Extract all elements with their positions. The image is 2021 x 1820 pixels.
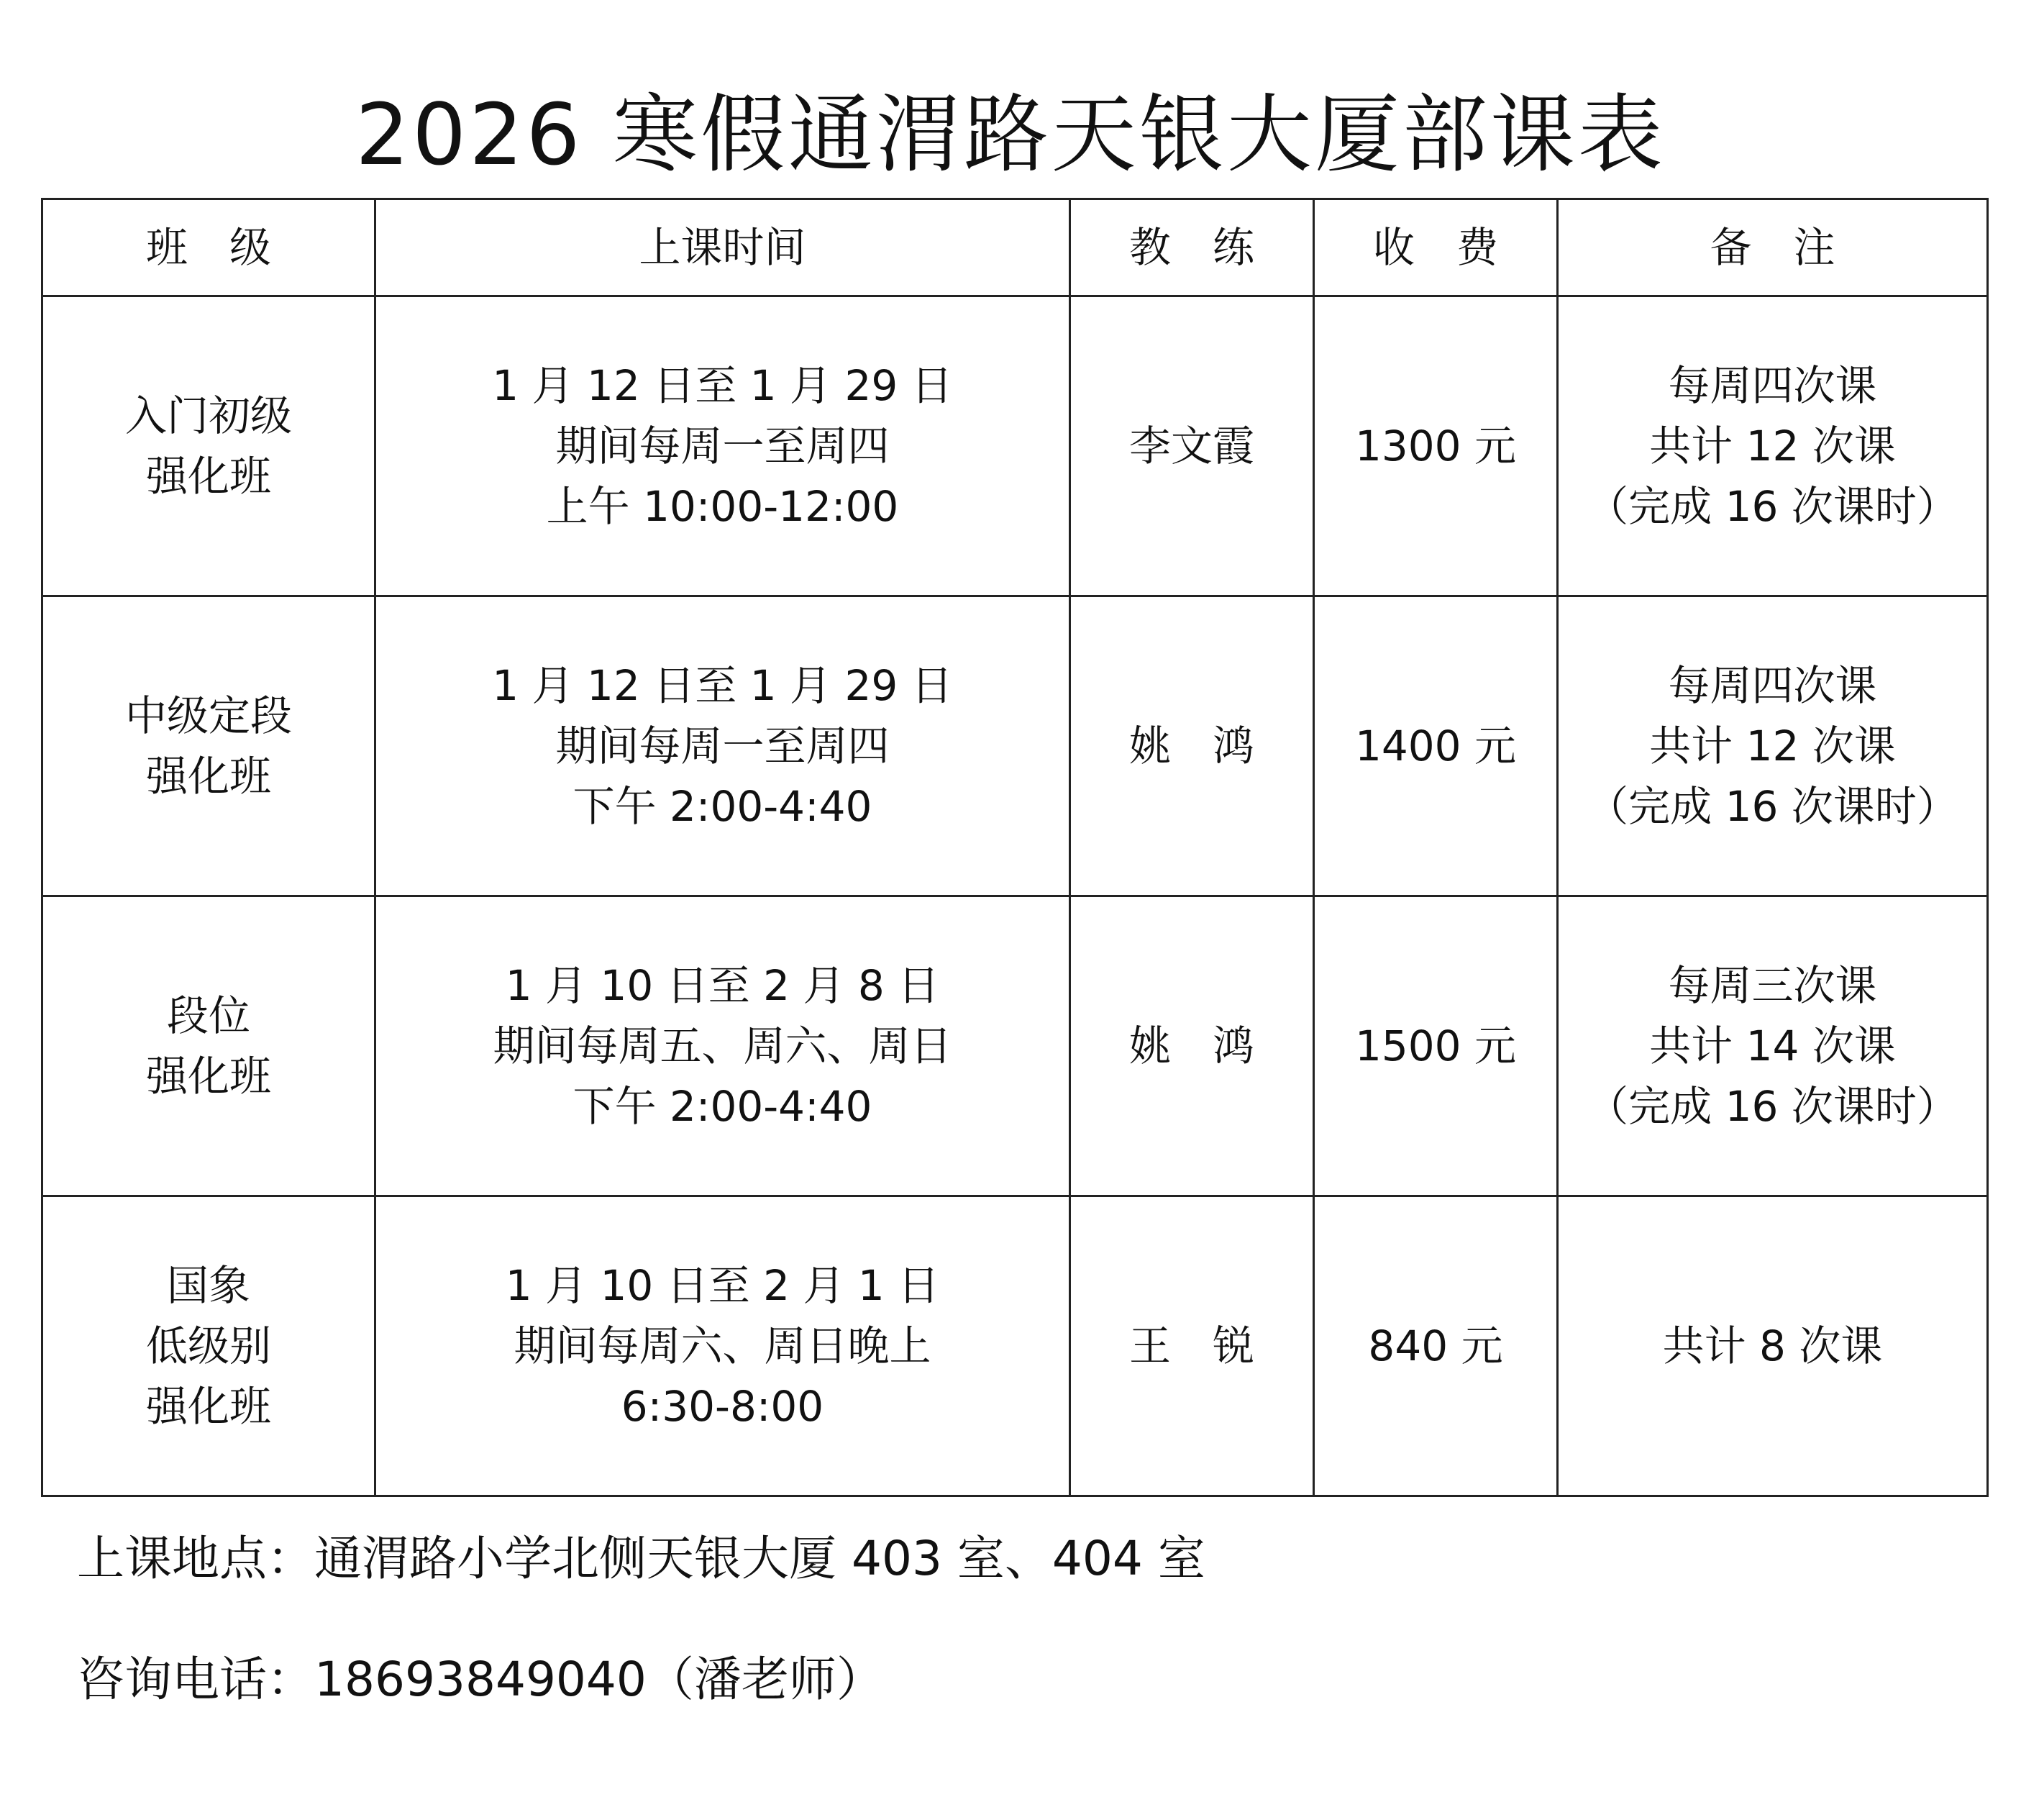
coach-cell: 李文霞 xyxy=(1070,296,1314,596)
time-cell: 1 月 10 日至 2 月 1 日 期间每周六、周日晚上 6:30-8:00 xyxy=(375,1196,1070,1496)
coach-cell: 姚 鸿 xyxy=(1070,896,1314,1196)
note-cell: 每周四次课 共计 12 次课 （完成 16 次课时） xyxy=(1558,296,1988,596)
fee-cell: 840 元 xyxy=(1314,1196,1558,1496)
header-time: 上课时间 xyxy=(375,199,1070,296)
class-cell: 国象 低级别 强化班 xyxy=(42,1196,375,1496)
header-fee: 收 费 xyxy=(1314,199,1558,296)
note-cell: 共计 8 次课 xyxy=(1558,1196,1988,1496)
time-cell: 1 月 10 日至 2 月 8 日 期间每周五、周六、周日 下午 2:00-4:40 xyxy=(375,896,1070,1196)
table-row xyxy=(42,896,1988,1196)
fee-cell: 1300 元 xyxy=(1314,296,1558,596)
fee-cell: 1400 元 xyxy=(1314,596,1558,896)
table-header-row xyxy=(42,199,1988,296)
class-location: 上课地点：通渭路小学北侧天银大厦 403 室、404 室 xyxy=(77,1531,1205,1586)
contact-phone: 咨询电话：18693849040（潘老师） xyxy=(77,1652,884,1707)
header-coach: 教 练 xyxy=(1070,199,1314,296)
table-row xyxy=(42,1196,1988,1496)
header-class: 班 级 xyxy=(42,199,375,296)
page-title: 2026 寒假通渭路天银大厦部课表 xyxy=(355,85,1666,184)
coach-cell: 王 锐 xyxy=(1070,1196,1314,1496)
header-note: 备 注 xyxy=(1558,199,1988,296)
class-cell: 入门初级 强化班 xyxy=(42,296,375,596)
note-cell: 每周三次课 共计 14 次课 （完成 16 次课时） xyxy=(1558,896,1988,1196)
table-row xyxy=(42,296,1988,596)
coach-cell: 姚 鸿 xyxy=(1070,596,1314,896)
fee-cell: 1500 元 xyxy=(1314,896,1558,1196)
time-cell: 1 月 12 日至 1 月 29 日 期间每周一至周四 上午 10:00-12:00 xyxy=(375,296,1070,596)
time-cell: 1 月 12 日至 1 月 29 日 期间每周一至周四 下午 2:00-4:40 xyxy=(375,596,1070,896)
table-row xyxy=(42,596,1988,896)
class-cell: 中级定段 强化班 xyxy=(42,596,375,896)
schedule-table xyxy=(41,198,1989,1497)
note-cell: 每周四次课 共计 12 次课 （完成 16 次课时） xyxy=(1558,596,1988,896)
class-cell: 段位 强化班 xyxy=(42,896,375,1196)
